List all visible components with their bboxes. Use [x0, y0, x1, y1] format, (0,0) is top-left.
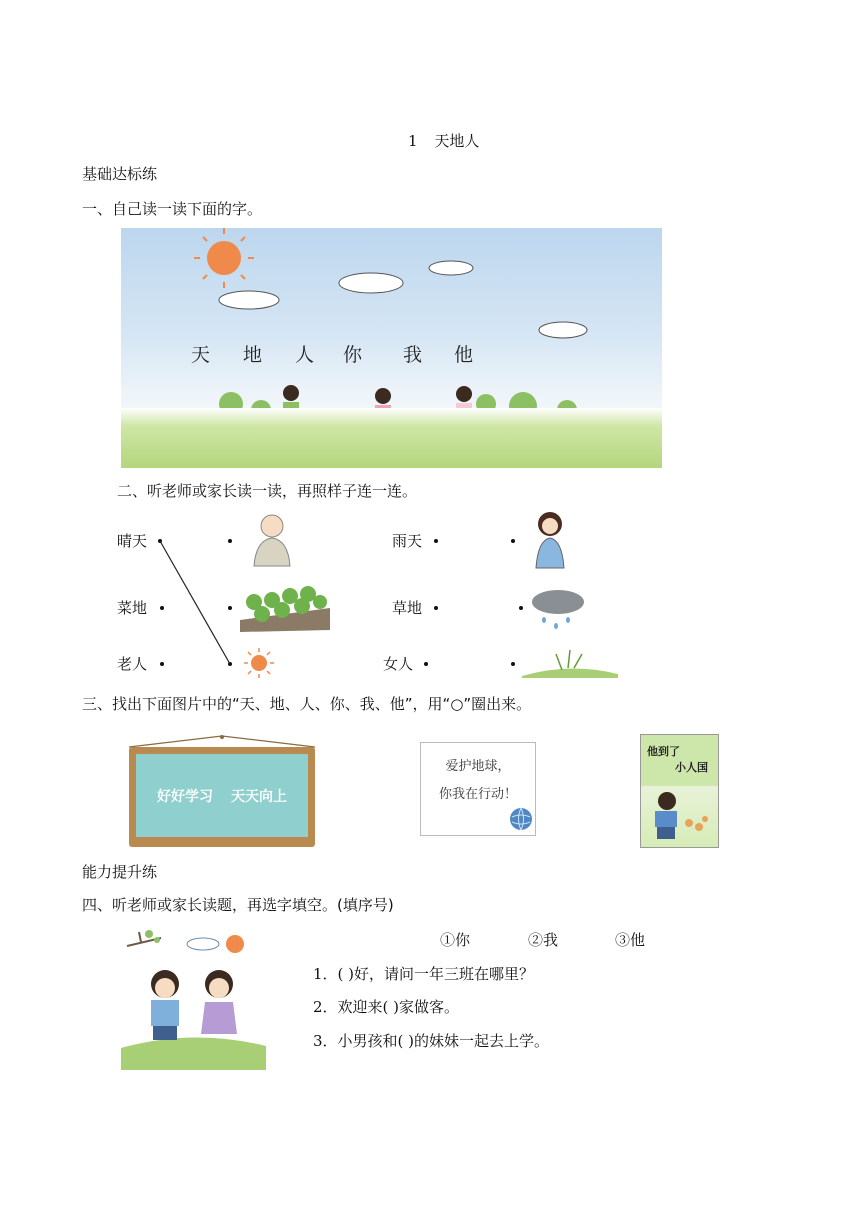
- word-laoren: 老人: [117, 655, 148, 673]
- section-advanced: 能力提升练: [82, 863, 158, 881]
- question-4-label: 四、听老师或家长读题，再选字填空。(填序号): [82, 896, 394, 914]
- scene-word-ta: 他: [454, 344, 474, 366]
- vegetable-field-icon: [240, 580, 330, 632]
- blackboard-image: [129, 747, 315, 847]
- word-qingtian: 晴天: [117, 532, 148, 550]
- option-ta: ③他: [615, 931, 646, 949]
- word-yutian: 雨天: [392, 532, 423, 550]
- scene-word-ni: 你: [343, 344, 363, 366]
- fill-item-3: 3．小男孩和( )的妹妹一起去上学。: [313, 1032, 550, 1050]
- card-text-1: 爱护地球，: [445, 759, 511, 774]
- scene-word-tian: 天: [191, 344, 211, 366]
- question-2-label: 二、听老师或家长读一读，再照样子连一连。: [117, 482, 418, 500]
- section-basic: 基础达标练: [82, 165, 158, 183]
- rain-cloud-icon: [528, 582, 590, 634]
- title-number: 1: [408, 132, 418, 150]
- card-text-2: 你我在行动！: [438, 787, 517, 802]
- blackboard-surface: [136, 754, 308, 837]
- fill-item-2: 2．欢迎来( )家做客。: [313, 998, 460, 1016]
- title-text: 天地人: [434, 132, 480, 150]
- old-man-icon: [240, 508, 300, 568]
- board-text-1: 好好学习: [157, 788, 213, 805]
- option-ni: ①你: [440, 931, 471, 949]
- fill-item-1: 1．( )好，请问一年三班在哪里？: [313, 965, 535, 983]
- school-children-image: [121, 928, 266, 1070]
- boy-with-small-people-icon: [645, 787, 713, 843]
- word-caodi: 草地: [392, 599, 423, 617]
- book-text-2: 小人国: [675, 761, 708, 774]
- option-wo: ②我: [528, 931, 559, 949]
- scene-word-ren: 人: [295, 344, 315, 366]
- word-caidi: 菜地: [117, 599, 148, 617]
- question-3-label: 三、找出下面图片中的“天、地、人、你、我、他”，用“○”圈出来。: [82, 695, 532, 713]
- question-1-label: 一、自己读一读下面的字。: [82, 200, 263, 218]
- grassland-icon: [522, 646, 618, 678]
- globe-icon: [507, 805, 535, 833]
- sun-small-icon: [242, 646, 276, 680]
- word-nvren: 女人: [383, 655, 414, 673]
- scene-word-di: 地: [243, 344, 263, 366]
- woman-icon: [520, 506, 576, 570]
- scene-word-wo: 我: [403, 344, 423, 366]
- book-cover-image: [640, 734, 719, 848]
- earth-card-image: [420, 742, 536, 836]
- board-hanger-icon: [129, 734, 315, 748]
- board-text-2: 天天向上: [231, 788, 287, 805]
- book-text-1: 他到了: [647, 745, 680, 758]
